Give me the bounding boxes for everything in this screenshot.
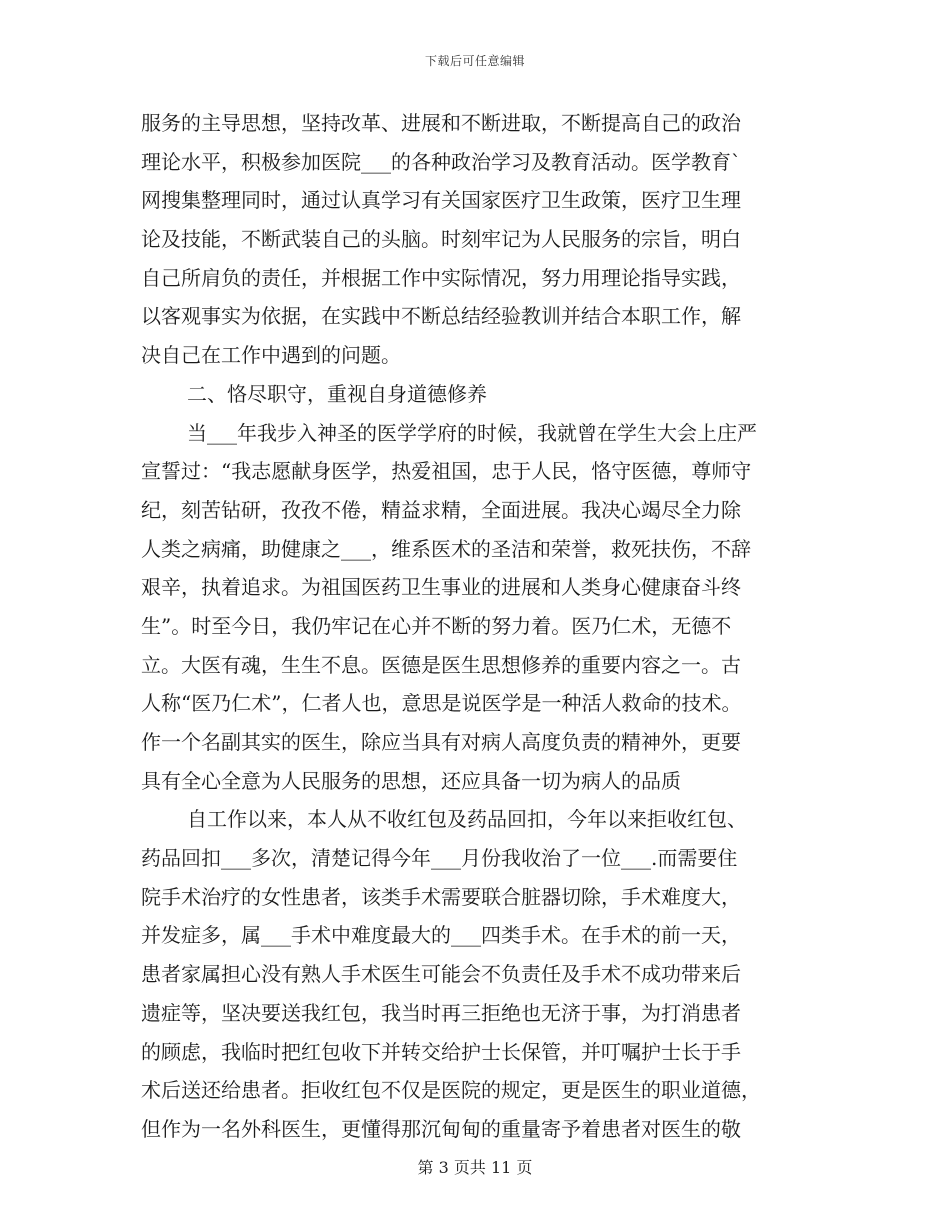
text-line: 患者家属担心没有熟人手术医生可能会不负责任及手术不成功带来后 [141, 962, 741, 987]
text-line: 艰辛，执着追求。为祖国医药卫生事业的进展和人类身心健康奋斗终 [141, 575, 741, 600]
text-line: 但作为一名外科医生，更懂得那沉甸甸的重量寄予着患者对医生的敬 [141, 1116, 741, 1141]
page-header: 下载后可任意编辑 [424, 54, 525, 68]
text-line: 自己所肩负的责任，并根据工作中实际情况，努力用理论指导实践， [141, 265, 741, 290]
text-line: 服务的主导思想，坚持改革、进展和不断进取，不断提高自己的政治 [141, 111, 741, 135]
text-line: 药品回扣___多次，清楚记得今年___月份我收治了一位___.而需要住 [141, 846, 738, 871]
text-line: 的顾虑，我临时把红包收下并转交给护士长保管，并叮嘱护士长于手 [141, 1039, 741, 1064]
document-body [141, 104, 801, 1149]
text-line: 网搜集整理同时，通过认真学习有关国家医疗卫生政策，医疗卫生理 [141, 188, 741, 213]
text-line: 生”。时至今日，我仍牢记在心并不断的努力着。医乃仁术，无德不 [141, 613, 732, 638]
text-line: 并发症多，属___手术中难度最大的___四类手术。在手术的前一天， [141, 923, 741, 948]
text-line: 当___年我步入神圣的医学学府的时候，我就曾在学生大会上庄严 [187, 420, 757, 445]
text-line: 人称“医乃仁术”，仁者人也，意思是说医学是一种活人救命的技术。 [141, 691, 742, 716]
text-line: 宣誓过：“我志愿献身医学，热爱祖国，忠于人民，恪守医德，尊师守 [141, 459, 752, 484]
text-line: 理论水平，积极参加医院___的各种政治学习及教育活动。医学教育` [141, 149, 741, 174]
text-line: 具有全心全意为人民服务的思想，还应具备一切为病人的品质 [141, 768, 681, 793]
text-line: 以客观事实为依据，在实践中不断总结经验教训并结合本职工作，解 [141, 304, 741, 329]
text-line: 作一个名副其实的医生，除应当具有对病人高度负责的精神外，更要 [141, 730, 741, 754]
text-line: 遗症等，坚决要送我红包，我当时再三拒绝也无济于事，为打消患者 [141, 1000, 741, 1025]
text-line: 论及技能，不断武装自己的头脑。时刻牢记为人民服务的宗旨，明白 [141, 227, 741, 252]
text-line: 自工作以来，本人从不收红包及药品回扣，今年以来拒收红包、 [187, 807, 747, 832]
text-line: 术后送还给患者。拒收红包不仅是医院的规定，更是医生的职业道德， [141, 1078, 761, 1103]
text-line: 二、恪尽职守，重视自身道德修养 [187, 381, 487, 406]
text-line: 立。大医有魂，生生不息。医德是医生思想修养的重要内容之一。古 [141, 652, 741, 677]
text-line: 决自己在工作中遇到的问题。 [141, 343, 401, 368]
page-number-footer: 第 3 页共 11 页 [417, 1158, 533, 1177]
text-line: 院手术治疗的女性患者，该类手术需要联合脏器切除，手术难度大， [141, 884, 741, 909]
text-line: 纪，刻苦钻研，孜孜不倦，精益求精，全面进展。我决心竭尽全力除 [141, 497, 741, 522]
text-line: 人类之病痛，助健康之___，维系医术的圣洁和荣誉，救死扶伤，不辞 [141, 536, 751, 561]
